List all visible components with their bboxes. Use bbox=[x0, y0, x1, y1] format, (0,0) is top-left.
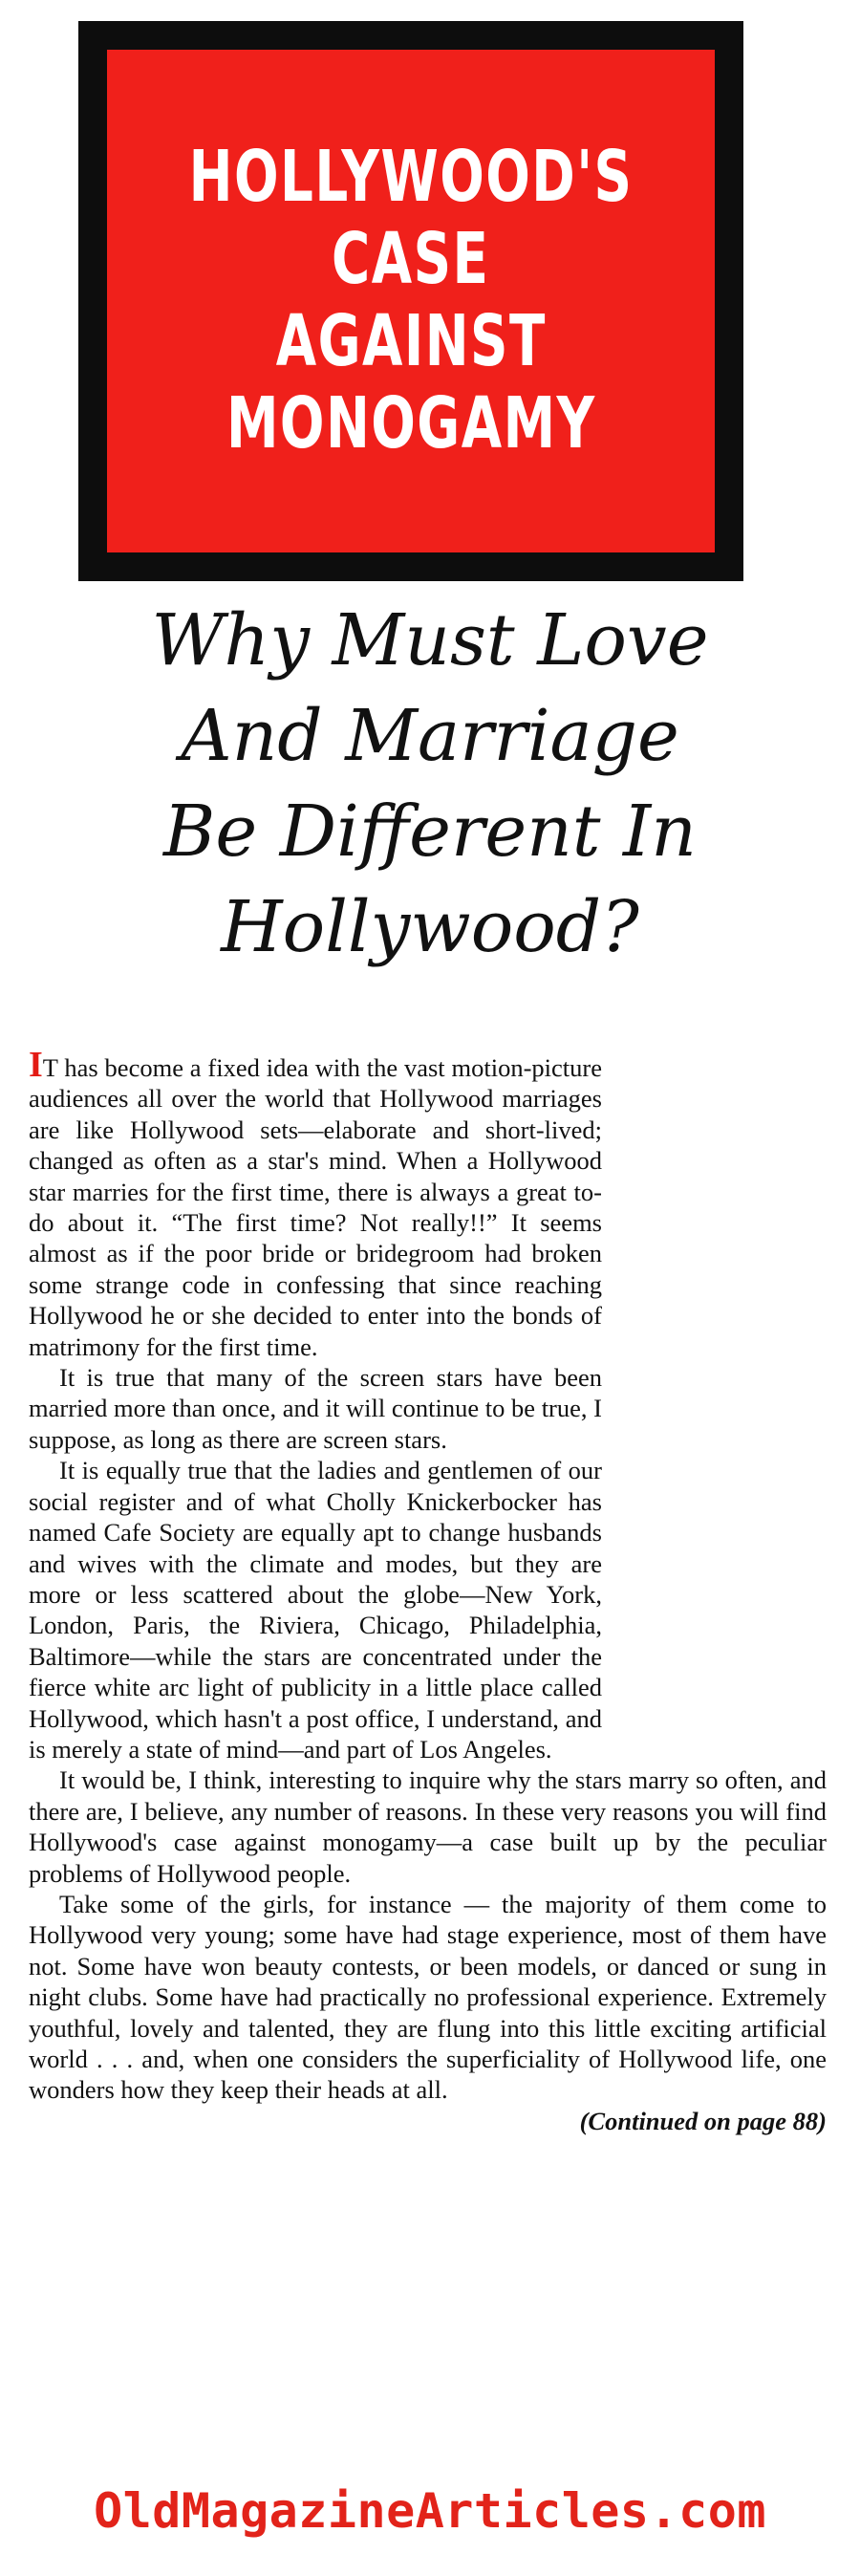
article-paragraph bbox=[29, 1045, 602, 1362]
article-paragraph: It is equally true that the ladies and gentlemen of our social register and of what Cholly Knickerbocker has named Cafe Society are equally apt to change husbands and wives with the climate and modes, but they are more or less scattered about the globe—New York, London, Paris, the Riviera, Chicago, Philadelphia, Baltimore—while the stars are concentrated under the fierce white arc light of publicity in a little place called Hollywood, which hasn't a post office, I understand, and is merely a state of mind—and part of Los Angeles. bbox=[29, 1456, 602, 1764]
article-paragraph: Take some of the girls, for instance — the majority of them come to Hollywood very young; some have had stage experience, most of them have not. Some have won beauty contests, or been models, or danced or sung in night clubs. Some have had practically no professional experience. Extremely youthful, lovely and talented, they are flung into this little exciting artificial world . . . and, when one considers the superficiality of Hollywood life, one wonders how they keep their heads at all. bbox=[29, 1889, 827, 2105]
paragraph-text: T has become a fixed idea with the vast motion-picture audiences all over the world that Hollywood marriages are like Hollywood sets—elaborate and short-lived; changed as often as a star's mind. When a Hollywood star marries for the first time, there is always a great to-do about it. “The first time? Not really!!” It seems almost as if the poor bride or bridegroom had broken some strange code in confessing that since reaching Hollywood he or she decided to enter into the bonds of matrimony for the first time. bbox=[29, 1053, 602, 1361]
drop-cap: I bbox=[29, 1045, 43, 1085]
subtitle bbox=[38, 593, 822, 975]
subtitle-line: Why Must Love bbox=[151, 599, 709, 682]
article-paragraph: It is true that many of the screen stars have been married more than once, and it will continue to be true, I suppose, as long as there are screen stars. bbox=[29, 1363, 602, 1454]
article-body bbox=[29, 1045, 827, 2136]
title-line: HOLLYWOOD'S bbox=[188, 136, 634, 219]
article-paragraph: It would be, I think, interesting to inquire why the stars marry so often, and there are, I believe, any number of reasons. In these very reasons you will find Hollywood's case against monogamy—a case built up by the peculiar problems of Hollywood people. bbox=[29, 1765, 827, 1888]
title-block bbox=[78, 21, 743, 581]
title-line: CASE bbox=[332, 218, 490, 301]
site-watermark: OldMagazineArticles.com bbox=[94, 2483, 766, 2539]
subtitle-line: Hollywood? bbox=[221, 886, 639, 968]
subtitle-line: Be Different In bbox=[163, 790, 697, 873]
continued-note: (Continued on page 88) bbox=[579, 2106, 827, 2135]
title-line: MONOGAMY bbox=[226, 381, 596, 465]
article-narrow-section bbox=[29, 1045, 602, 1764]
title-panel bbox=[107, 50, 715, 552]
subtitle-line: And Marriage bbox=[181, 695, 679, 777]
title-line: AGAINST bbox=[275, 300, 547, 382]
